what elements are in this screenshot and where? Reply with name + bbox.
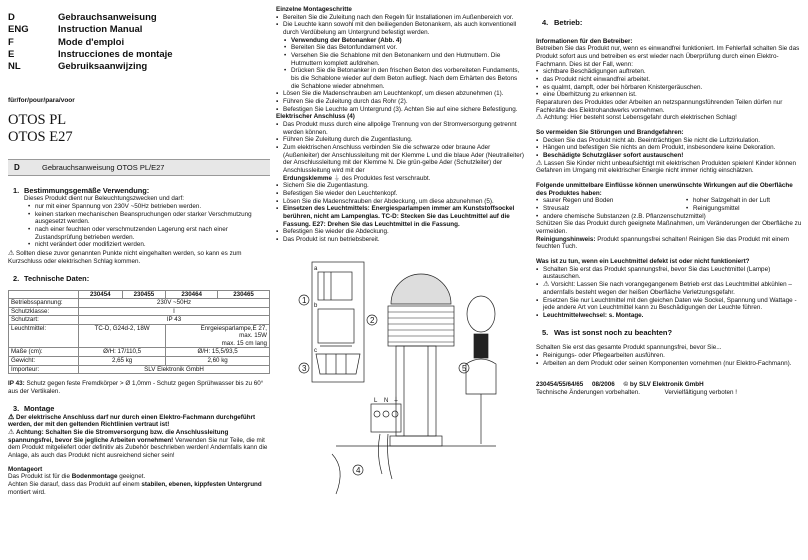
language-row: NL Gebruiksaanwijzing <box>8 61 148 73</box>
steps-list <box>276 90 526 113</box>
list-item: • es qualmt, dampft, oder bei hörbaren Knistergeräuschen. <box>536 84 802 92</box>
for-line: für/for/pour/para/voor <box>8 97 75 105</box>
terminal-label: ⏚ <box>393 397 400 404</box>
list-item: ▪ Befestigen Sie wieder die Abdeckung. <box>276 228 526 236</box>
elec-list <box>276 121 526 244</box>
section-body: Dieses Produkt dient nur Beleuchtungszwecken und darf: • nur mit einer Spannung von 230V ~50Hz betrieben werden. • keinen starken mechanischen Beanspruchungen oder starker Verschmutzung ausgesetzt werden. • nach einer feuchten oder verschmutzenden Lagerung erst nach einer Zustandsprüfung betrieben werden. • nicht verändert oder modifiziert werden. <box>8 195 270 249</box>
list-item: • eine Überhitzung zu erkennen ist. <box>536 91 802 99</box>
subsection-title: Was ist zu tun, wenn ein Leuchtmittel defekt ist oder nicht funktioniert? <box>536 258 750 266</box>
table-row: Schutzart: IP 43 <box>9 316 270 325</box>
list-item: • das Produkt nicht einwandfrei arbeitet. <box>536 76 802 84</box>
list-item: ▪ Das Produkt muss durch eine allpolige Trennung von der Stromversorgung getrennt werden können. <box>276 121 526 136</box>
callout-label: 5 <box>462 363 467 373</box>
table-row: Gewicht: 2,65 kg 2,60 kg <box>9 357 270 366</box>
lamp-post <box>396 346 436 436</box>
list-item: ▪ Die Leuchte kann sowohl mit den beiliegenden Betonankern, als auch konventionell durch Verdübelung am Untergrund befestigt werden. <box>276 21 526 36</box>
detail-panel <box>312 262 364 382</box>
list-item: • keinen starken mechanischen Beanspruchungen oder starker Verschmutzung ausgesetzt werden. <box>28 211 270 226</box>
usage-list <box>28 203 270 249</box>
list-item: ▪ Das Produkt ist nun betriebsbereit. <box>276 236 526 244</box>
lamp-socket-box <box>318 272 352 300</box>
table-row: Betriebsspannung: 230V ~50Hz <box>9 299 270 308</box>
list-item: ▪ Bereiten Sie die Zuleitung nach den Regeln für Installationen im Außenbereich vor. <box>276 14 526 22</box>
subsection-title: Elektrischer Anschluss (4) <box>276 113 355 121</box>
table-row: 230454 230455 230464 230465 <box>9 290 270 299</box>
list-item: • nicht verändert oder modifiziert werden. <box>28 241 270 249</box>
list-item: ▪ Leuchtmittelwechsel: s. Montage. <box>536 312 802 320</box>
list-item: ▪ Beschädigte Schutzgläser sofort austauschen! <box>536 152 802 160</box>
callout-label: 1 <box>302 295 307 305</box>
list-item: ▪ Führen Sie Zuleitung durch die Zugentlastung. <box>276 136 526 144</box>
list-item: ▪ Reinigungs- oder Pflegearbeiten ausführen. <box>536 352 802 360</box>
list-item: ▪ Hängen und befestigen Sie nichts an dem Produkt, insbesondere keine Dekoration. <box>536 144 802 152</box>
list-item: • Versehen Sie die Schablone mit den Betonankern und den Hutmuttern. Die Hutmuttern komplett aufdrehen. <box>284 52 526 67</box>
table-row: Importeur: SLV Elektronik GmbH <box>9 365 270 374</box>
terminal-label: N <box>384 397 389 404</box>
subsection-title: Folgende unmittelbare Einflüsse können unerwünschte Wirkungen auf die Oberfläche des Produktes haben: <box>536 182 793 197</box>
list-item: • Reinigungsmittel <box>686 205 770 213</box>
section-heading: Betrieb: <box>554 18 583 27</box>
warning-icon: ⚠ <box>536 159 543 167</box>
lamp-fault-list <box>536 266 802 320</box>
subsection-title: So vermeiden Sie Störungen und Brandgefahren: <box>536 129 684 137</box>
warning-icon: ⚠ <box>8 428 15 436</box>
callout-label: 4 <box>356 465 361 475</box>
callout-label: 3 <box>302 363 307 373</box>
list-item: • sichtbare Beschädigungen auftreten. <box>536 68 802 76</box>
model-name: OTOS E27 <box>8 129 73 146</box>
list-item: ▪ Sichern Sie die Zugentlastung. <box>276 182 526 190</box>
montageort-title: Montageort <box>8 465 43 473</box>
list-item: • Streusalz <box>536 205 686 213</box>
table-row: Maße (cm): Ø/H: 17/110,5 Ø/H: 15,5/93,5 <box>9 348 270 357</box>
ip-note: IP 43: Schutz gegen feste Fremdkörper > Ø 1,0mm - Schutz gegen Sprühwasser bis zu 60° aus der Vertikalen. <box>8 380 264 395</box>
foundation-template <box>316 354 360 374</box>
terminal-label: L <box>374 397 378 404</box>
section-title-bar: D Gebrauchsanweisung OTOS PL/E27 <box>8 159 270 176</box>
column-middle <box>276 0 526 560</box>
footer: 230454/55/64/65 08/2006 © by SLV Elektronik GmbH Technische Änderungen vorbehalten. Vervielfältigung verboten ! <box>536 381 737 396</box>
list-item: ▪ Arbeiten an dem Produkt oder seinen Komponenten vornehmen (nur Elektro-Fachmann). <box>536 360 802 368</box>
subsection-title: Einzelne Montageschritte <box>276 6 352 13</box>
model-name: OTOS PL <box>8 112 67 129</box>
list-item: • nur mit einer Spannung von 230V ~50Hz betrieben werden. <box>28 203 270 211</box>
list-item: ▪ Befestigen Sie wieder den Leuchtenkopf. <box>276 190 526 198</box>
section-heading: 2. Technische Daten: <box>13 274 90 284</box>
language-list <box>8 12 270 73</box>
lamp-dome <box>391 274 451 304</box>
warning-icon: ⚠ <box>8 413 15 421</box>
list-item: • hoher Salzgehalt in der Luft <box>686 197 770 205</box>
figure-label: a <box>314 265 318 272</box>
warning-icon: ⚠ <box>536 114 543 122</box>
fault-list <box>536 68 802 99</box>
steps-list <box>276 14 526 37</box>
ground-icon: ⏚ <box>333 174 341 182</box>
table-row: Schutzklasse: I <box>9 307 270 316</box>
warning-icon: ⚠ <box>8 250 15 258</box>
list-item: ▪ Ersetzen Sie nur Leuchtmittel mit den gleichen Daten wie Sockel, Spannung und Wattage - jede andere Art von Leuchtmittel kann zu Beschädigungen der Leuchte führen. <box>536 297 802 312</box>
figure-label: b <box>314 302 318 309</box>
list-item: • Drücken Sie die Betonanker in den frischen Beton des vorbereiteten Fundaments, bis die Schablone wieder auf dem Beton aufliegt. Nach dem Erhärten des Betons die Schablone wieder abnehmen. <box>284 67 526 90</box>
lamp-base <box>390 436 442 446</box>
list-item: ▪ ⚠ Vorsicht: Lassen Sie nach vorangegangenem Betrieb erst das Leuchtmittel abkühlen – andernfalls besteht wegen der heißen Oberfläche Verletzungsgefahr. <box>536 281 802 296</box>
subsection-title: Informationen für den Betreiber: <box>536 37 633 45</box>
list-item: ▪ Führen Sie die Zuleitung durch das Rohr (2). <box>276 98 526 106</box>
list-item: • nach einer feuchten oder verschmutzenden Lagerung erst nach einer Zustandsprüfung betrieben werden. <box>28 226 270 241</box>
assembly-diagram <box>276 254 526 498</box>
assembly-drawing <box>276 254 526 498</box>
list-item: • Verwendung der Betonanker (Abb. 4) <box>284 37 526 45</box>
avoid-list <box>536 137 802 160</box>
language-row: D Gebrauchsanweisung <box>8 12 157 23</box>
spec-table <box>8 290 270 375</box>
list-item: ▪ Schalten Sie erst das Produkt spannungsfrei, bevor Sie das Leuchtmittel (Lampe) austauschen. <box>536 266 802 281</box>
list-item: ▪ Einsetzen des Leuchtmittels: Energiesparlampen immer am Kunststoffsockel berühren, nicht am Lampenglas. TC-D: Stecken Sie das Leuchtmittel auf die Fassung. E27: Drehen Sie das Leuchtmittel in die Fassung. <box>276 205 526 228</box>
language-row: E Instrucciones de montaje <box>8 48 173 60</box>
s5-list <box>536 352 802 367</box>
warning-icon: ⚠ <box>543 281 550 289</box>
list-item: ▪ Zum elektrischen Anschluss verbinden Sie die schwarze oder braune Ader (Außenleiter) der Anschlussleitung mit der Klemme L und die blaue Ader (Neutralleiter) der Anschlussleitung mit der Klemme N. Die grün-gelbe Ader (Schutzleiter) der Anschlussleitung wird mit der Erdungsklemme ⏚ des Produktes fest verschraubt. <box>276 144 526 182</box>
base-box <box>318 309 354 343</box>
figure-label: c <box>314 347 317 354</box>
language-row: F Mode d'emploi <box>8 36 125 48</box>
section-heading: 3. Montage <box>13 404 55 414</box>
list-item: • Bereiten Sie das Betonfundament vor. <box>284 44 526 52</box>
list-item: • saurer Regen und Boden <box>536 197 686 205</box>
list-item: ▪ Befestigen Sie Leuchte am Untergrund (3). Achten Sie auf eine sichere Befestigung. <box>276 106 526 114</box>
language-row: ENG Instruction Manual <box>8 24 143 36</box>
list-item: ▪ Lösen Sie die Madenschrauben der Abdeckung, um diese abzunehmen (5). <box>276 198 526 206</box>
influence-lists <box>536 197 802 220</box>
callout-label: 2 <box>370 315 375 325</box>
list-item: • andere chemische Substanzen (z.B. Pflanzenschutzmittel) <box>536 213 686 221</box>
column-left: D Gebrauchsanweisung ENG Instruction Manual F Mode d'emploi E Instrucciones de montaje NL Gebruiksaanwijzing für/for/pour/para/voor OTOS PL OTOS E27 D Gebrauchsanweisung OTOS PL/E27 1. Bestimmungsgemäße Verwendung: Dieses Produkt dient nur Beleuchtungszwecken und darf: • nur mit einer Spannung von 230V ~50Hz betrieben werden. • keinen starken mechanischen Beanspruchungen oder starker Verschmutzung ausgesetzt werden. • nach einer feuchten oder verschmutzenden Lagerung erst nach einer Zustandsprüfung betrieben werden. • nicht verändert oder modifiziert werden. ⚠ Sollten diese zuvor genannten Punkte nicht eingehalten werden, so kann es zum Kurzschluss oder elektrischen Schlag kommen. 2. Technische Daten: 230454 230455 230464 230465 Betriebsspannung: 230V ~50Hz Schutzklasse: I Schutzart: IP 43 Leuchtmittel: TC-D, G24d-2, 18W Enrgeiesparlampe,E 27, max. 15W max. 15 cm lang Maße (cm): Ø/H: 17/110,5 Ø/H: 15,5/93,5 Gewicht: 2,65 kg 2,60 kg Importeur: SLV Elektronik GmbH IP 43: Schutz gegen feste Fremdkörper > Ø 1,0mm - Schutz gegen Sprühwasser bis zu 60° aus der Vertikalen. 3. Montage ⚠ Der elektrische Anschluss darf nur durch einen Elektro-Fachmann durchgeführt werden, der mit den geltenden Richtlinien vertraut ist! ⚠ Achtung: Schalten Sie die Stromversorgung bzw. die Anschlussleitung spannungsfrei, bevor Sie jegliche Arbeiten vornehmen! Verwenden Sie nur Teile, die mit dem Produkt mitgeliefert oder definitiv als Zubehör beschrieben werden! Andernfalls kann die Anlage, als auch das Produkt nicht ausreichend sicher sein! Montageort Das Produkt ist für die Bodenmontage geeignet. Achten Sie darauf, dass das Produkt auf einem stabilen, ebenen, kippfesten Untergrund montiert wird. <box>8 0 270 560</box>
beton-list <box>284 37 526 91</box>
table-row: Leuchtmittel: TC-D, G24d-2, 18W Enrgeiesparlampe,E 27, max. 15W max. 15 cm lang <box>9 324 270 348</box>
column-right: 4. Betrieb: Informationen für den Betreiber: Betreiben Sie das Produkt nur, wenn es einwandfrei funktioniert. Im Fehlerfall schalten Sie das Produkt sofort aus und betreiben es erst wieder nach Überprüfung durch einen Elektro-Fachmann. Dies ist der Fall, wenn: • sichtbare Beschädigungen auftreten. • das Produkt nicht einwandfrei arbeitet. • es qualmt, dampft, oder bei hörbaren Knistergeräuschen. • eine Überhitzung zu erkennen ist. Reparaturen des Produktes oder Arbeiten an netzspannungsführenden Teilen dürfen nur Fachkräfte des Elektrohandwerks vornehmen. ⚠ Achtung: Hier besteht sonst Lebensgefahr durch elektrischen Schlag! So vermeiden Sie Störungen und Brandgefahren: ▪ Decken Sie das Produkt nicht ab. Beeinträchtigen Sie nicht die Luftzirkulation. ▪ Hängen und befestigen Sie nichts an dem Produkt, insbesondere keine Dekoration. ▪ Beschädigte Schutzgläser sofort austauschen! ⚠ Lassen Sie Kinder nicht unbeaufsichtigt mit elektrischen Produkten spielen! Kinder können Gefahren im Umgang mit elektrischer Energie nicht immer richtig einschätzen. Folgende unmittelbare Einflüsse können unerwünschte Wirkungen auf die Oberfläche des Produktes haben: • saurer Regen und Boden • Streusalz • andere chemische Substanzen (z.B. Pflanzenschutzmittel) • hoher Salzgehalt in der Luft • Reinigungsmittel Schützen Sie das Produkt durch geeignete Maßnahmen, um Veränderungen der Oberfläche zu vermeiden. Reinigungshinweis: Produkt spannungsfrei schalten! Reinigen Sie das Produkt mit einem feuchten Tuch. Was ist zu tun, wenn ein Leuchtmittel defekt ist oder nicht funktioniert? ▪ Schalten Sie erst das Produkt spannungsfrei, bevor Sie das Leuchtmittel (Lampe) austauschen. ▪ ⚠ Vorsicht: Lassen Sie nach vorangegangenem Betrieb erst das Leuchtmittel abkühlen – andernfalls besteht wegen der heißen Oberfläche Verletzungsgefahr. ▪ Ersetzen Sie nur Leuchtmittel mit den gleichen Daten wie Sockel, Spannung und Wattage - jede andere Art von Leuchtmittel kann zu Beschädigungen der Leuchte führen. ▪ Leuchtmittelwechsel: s. Montage. 5. Was ist sonst noch zu beachten? Schalten Sie erst das gesamte Produkt spannungsfrei, bevor Sie... ▪ Reinigungs- oder Pflegearbeiten ausführen. ▪ Arbeiten an dem Produkt oder seinen Komponenten vornehmen (nur Elektro-Fachmann). 230454/55/64/65 08/2006 © by SLV Elektronik GmbH Technische Änderungen vorbehalten. Vervielfältigung verboten ! <box>536 0 802 560</box>
list-item: ▪ Decken Sie das Produkt nicht ab. Beeinträchtigen Sie nicht die Luftzirkulation. <box>536 137 802 145</box>
section-heading: Was ist sonst noch zu beachten? <box>554 327 673 337</box>
section-heading: 1. Bestimmungsgemäße Verwendung: <box>13 186 150 196</box>
list-item: ▪ Lösen Sie die Madenschrauben am Leuchtenkopf, um diesen abzunehmen (1). <box>276 90 526 98</box>
